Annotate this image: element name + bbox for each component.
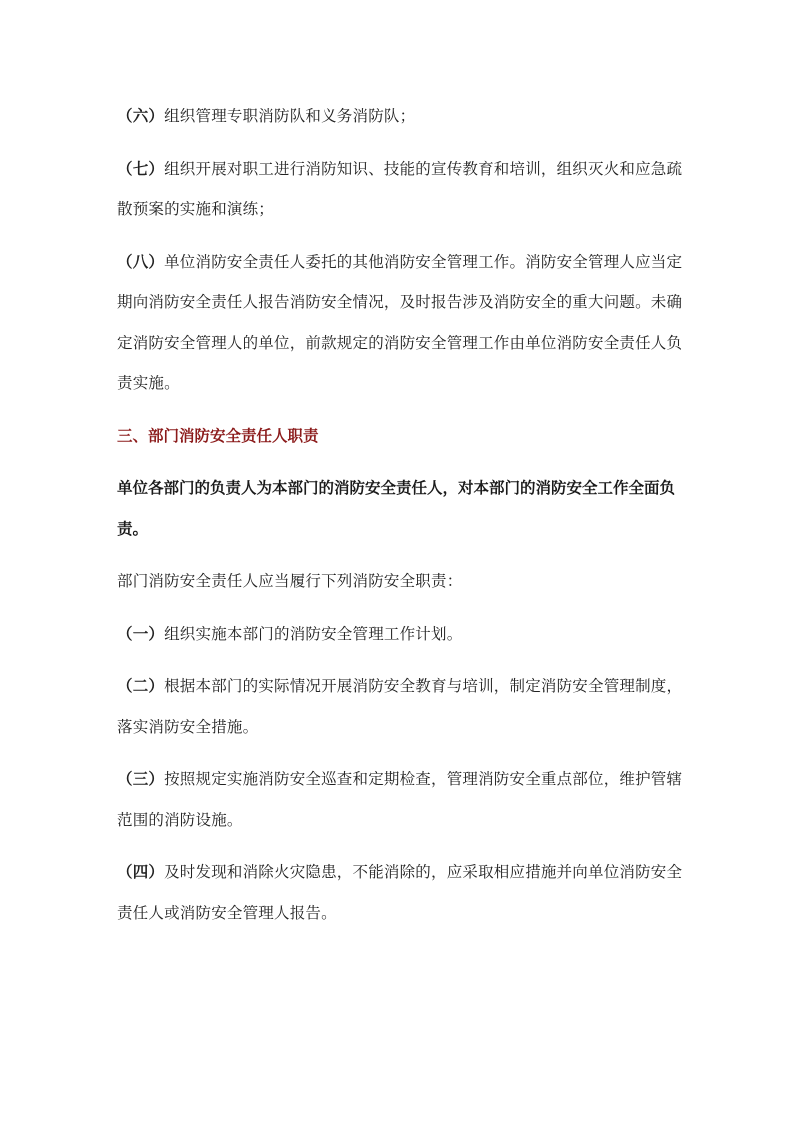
item-text: 组织管理专职消防队和义务消防队； bbox=[164, 107, 416, 125]
list-item-7 bbox=[117, 149, 687, 230]
item-number: （三） bbox=[117, 770, 165, 788]
item-number: （七） bbox=[117, 159, 165, 178]
list-item-4 bbox=[117, 852, 687, 933]
list-item-2 bbox=[117, 666, 687, 747]
item-text: 按照规定实施消防安全巡查和定期检查，管理消防安全重点部位，维护管辖范围的消防设施。 bbox=[117, 770, 683, 829]
section-heading: 三、部门消防安全责任人职责 bbox=[117, 426, 319, 445]
item-number: （四） bbox=[117, 863, 165, 881]
item-text: 单位消防安全责任人委托的其他消防安全管理工作。消防安全管理人应当定期向消防安全责任人报告消防安全情况，及时报告涉及消防安全的重大问题。未确定消防安全管理人的单位，前款规定的消防安全管理工作由单位消防安全责任人负责实施。 bbox=[117, 252, 683, 392]
item-number: （二） bbox=[117, 677, 165, 695]
item-number: （六） bbox=[117, 107, 165, 125]
document-page bbox=[117, 96, 687, 945]
list-item-3 bbox=[117, 759, 687, 840]
item-text: 及时发现和消除火灾隐患，不能消除的，应采取相应措施并向单位消防安全责任人或消防安全管理人报告。 bbox=[117, 863, 683, 922]
item-text: 组织开展对职工进行消防知识、技能的宣传教育和培训，组织灭火和应急疏散预案的实施和演练； bbox=[117, 159, 683, 218]
item-number: （八） bbox=[117, 252, 165, 271]
list-item-1 bbox=[117, 614, 687, 655]
bold-statement: 单位各部门的负责人为本部门的消防安全责任人，对本部门的消防安全工作全面负责。 bbox=[117, 479, 676, 538]
intro-text: 部门消防安全责任人应当履行下列消防安全职责： bbox=[117, 572, 463, 590]
list-item-6 bbox=[117, 96, 687, 137]
item-text: 组织实施本部门的消防安全管理工作计划。 bbox=[164, 624, 463, 643]
item-number: （一） bbox=[117, 624, 165, 643]
item-text: 根据本部门的实际情况开展消防安全教育与培训，制定消防安全管理制度，落实消防安全措施。 bbox=[117, 677, 683, 736]
list-item-8 bbox=[117, 242, 687, 404]
